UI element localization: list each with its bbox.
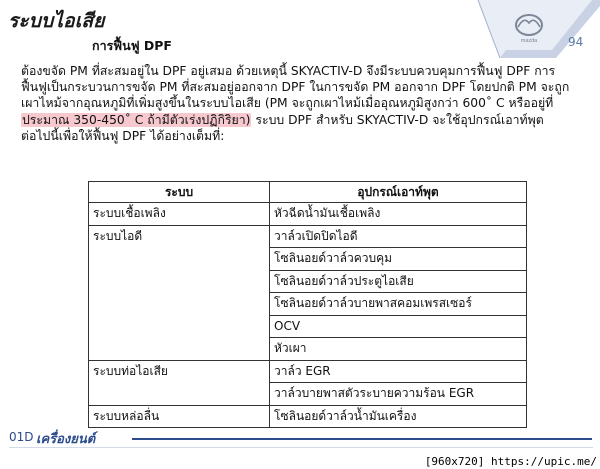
footer-code: 01D <box>9 430 34 444</box>
table-row <box>89 405 527 428</box>
device-cell: โซลินอยด์วาล์วน้ำมันเครื่อง <box>270 405 527 428</box>
paragraph-line: ฟื้นฟูเป็นกระบวนการขจัด PM ที่สะสมอยู่ออกจาก DPF ในการขจัด PM ออกจาก DPF โดยปกติ PM จะถูก <box>21 80 570 95</box>
table-row <box>89 203 527 226</box>
highlighted-temperature-text: ประมาณ 350-450˚ C ถ้ามีตัวเร่งปฏิกิริยา) <box>22 112 251 127</box>
device-cell: OCV <box>270 315 527 338</box>
system-cell: ระบบท่อไอเสีย <box>89 360 270 383</box>
system-cell <box>89 293 270 316</box>
table-header-output-device: อุปกรณ์เอาท์พุต <box>270 182 527 203</box>
device-cell: โซลินอยด์วาล์วประตูไอเสีย <box>270 270 527 293</box>
table-row <box>89 338 527 361</box>
footer-divider <box>132 438 592 440</box>
paragraph-line: เผาไหม้จากอุณหภูมิที่เพิ่มสูงขึ้นในระบบไอเสีย (PM จะถูกเผาไหม้เมื่ออุณหภูมิสูงกว่า 600˚ C หรืออยู่ที่ <box>21 96 554 111</box>
table-row <box>89 270 527 293</box>
paragraph-line-4 <box>21 112 581 128</box>
output-devices-table <box>88 181 527 428</box>
logo-text: mazda <box>520 38 538 44</box>
body-paragraph <box>21 63 581 144</box>
table-row <box>89 293 527 316</box>
table-row <box>89 248 527 271</box>
table-header-system: ระบบ <box>89 182 270 203</box>
page-title: ระบบไอเสีย <box>8 10 105 32</box>
system-cell: ระบบไอดี <box>89 225 270 248</box>
section-title: การฟื้นฟู DPF <box>92 38 172 53</box>
system-cell <box>89 383 270 406</box>
system-cell <box>89 270 270 293</box>
system-cell <box>89 248 270 271</box>
table-header-row <box>89 182 527 203</box>
table-row <box>89 225 527 248</box>
device-cell: วาล์ว EGR <box>270 360 527 383</box>
device-cell: หัวเผา <box>270 338 527 361</box>
mazda-logo-corner <box>460 0 600 60</box>
device-cell: วาล์วเปิดปิดไอดี <box>270 225 527 248</box>
table-row <box>89 315 527 338</box>
paragraph-line: ต่อไปนี้เพื่อให้ฟื้นฟู DPF ได้อย่างเต็มที่: <box>21 128 225 143</box>
page-number: 94 <box>568 35 584 49</box>
footer-divider-light <box>9 447 593 448</box>
device-cell: วาล์วบายพาสตัวระบายความร้อน EGR <box>270 383 527 406</box>
device-cell: โซลินอยด์วาล์วบายพาสคอมเพรสเซอร์ <box>270 293 527 316</box>
footer-title: เครื่องยนต์ <box>36 432 96 447</box>
device-cell: โซลินอยด์วาล์วควบคุม <box>270 248 527 271</box>
table-row <box>89 383 527 406</box>
paragraph-line: ต้องขจัด PM ที่สะสมอยู่ใน DPF อยู่เสมอ ด้วยเหตุนี้ SKYACTIV-D จึงมีระบบควบคุมการฟื้นฟู DPF การ <box>21 64 556 78</box>
system-cell <box>89 315 270 338</box>
system-cell: ระบบเชื้อเพลิง <box>89 203 270 226</box>
system-cell: ระบบหล่อลื่น <box>89 405 270 428</box>
table-row <box>89 360 527 383</box>
image-host-watermark: [960x720] https://upic.me/ <box>422 454 600 469</box>
system-cell <box>89 338 270 361</box>
device-cell: หัวฉีดน้ำมันเชื้อเพลิง <box>270 203 527 226</box>
paragraph-text: ระบบ DPF สำหรับ SKYACTIV-D จะใช้อุปกรณ์เอาท์พุต <box>251 112 544 127</box>
